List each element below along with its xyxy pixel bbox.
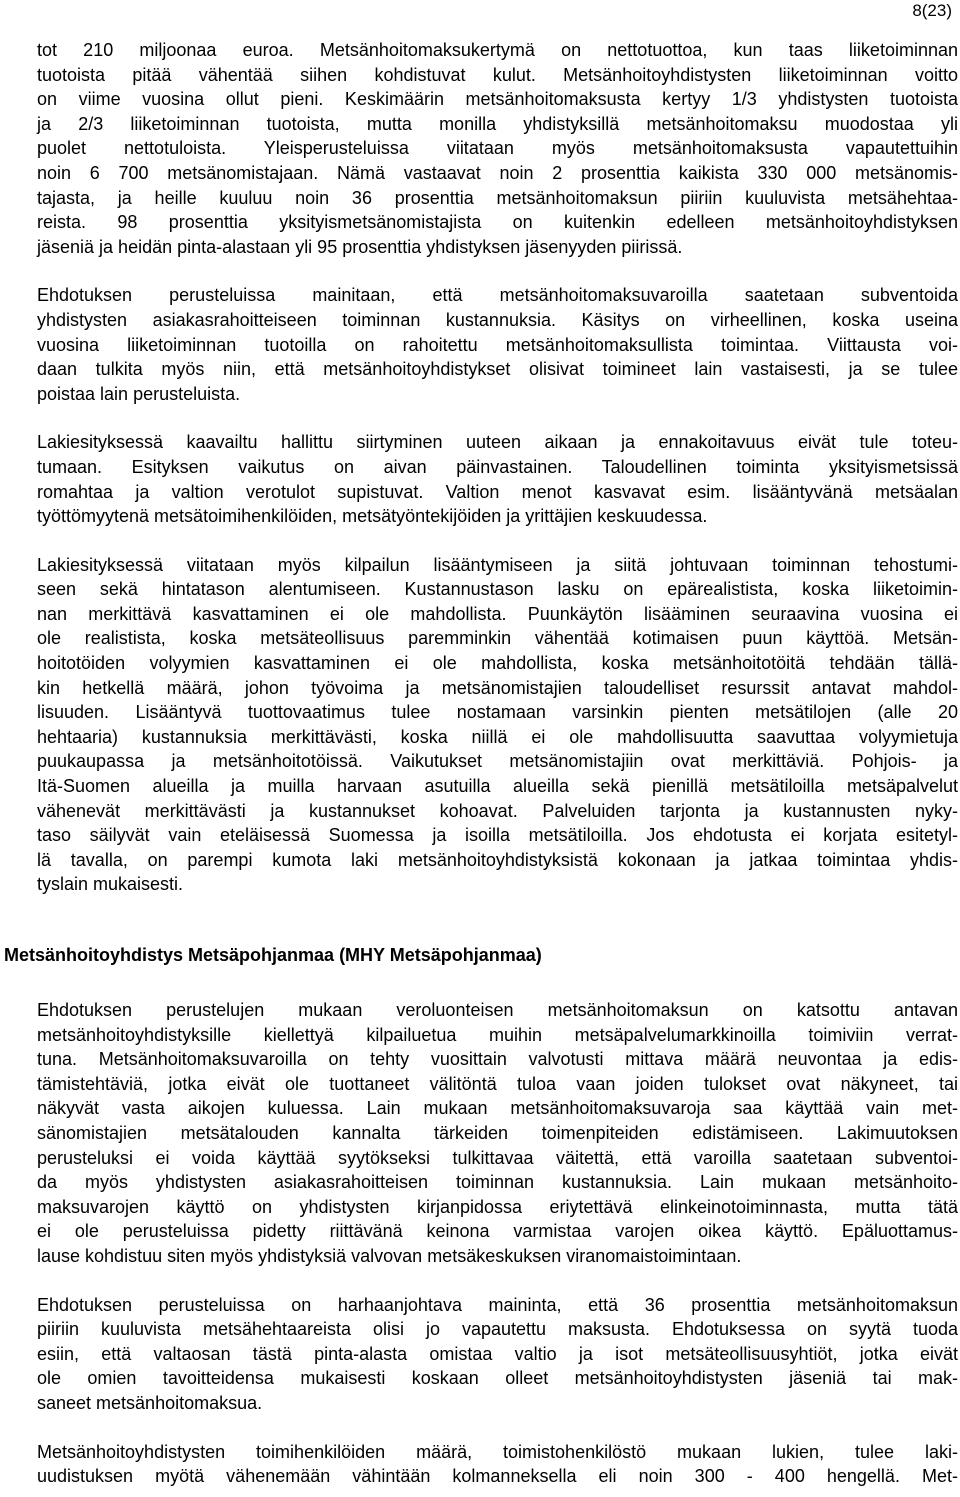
text-line: jäseniä ja heidän pinta-alastaan yli 95 prosenttia yhdistyksen jäsenyyden piirissä. bbox=[37, 236, 683, 257]
paragraph bbox=[37, 430, 958, 528]
text-line: ja 2/3 liiketoiminnan tuotoista, mutta monilla yhdistyksillä metsänhoitomaksu muodostaa yli bbox=[37, 113, 958, 134]
text-line: puukaupassa ja metsänhoitotöissä. Vaikutukset metsänomistajiin ovat merkittäviä. Pohjois- ja bbox=[37, 751, 958, 772]
text-line: on viime vuosina ollut pieni. Keskimäärin metsänhoitomaksusta kertyy 1/3 yhdistysten tuotoista bbox=[37, 89, 958, 110]
text-line: seen sekä hintatason alentumiseen. Kustannustason lasku on epärealistista, koska liiketoimin- bbox=[37, 579, 958, 600]
text-line: vähenevät merkittävästi ja kustannukset kohoavat. Palveluiden tarjonta ja kustannusten nyky- bbox=[37, 800, 958, 821]
text-line: Ehdotuksen perusteluissa mainitaan, että metsänhoitomaksuvaroilla saatetaan subventoida bbox=[37, 285, 958, 306]
paragraph bbox=[37, 1440, 958, 1489]
text-line: tuna. Metsänhoitomaksuvaroilla on tehty vuosittain valvotusti mittava määrä neuvontaa ja edis- bbox=[37, 1049, 958, 1070]
paragraph bbox=[37, 553, 958, 897]
text-line: Ehdotuksen perusteluissa on harhaanjohtava maininta, että 36 prosenttia metsänhoitomaksun bbox=[37, 1294, 958, 1315]
text-line: näkyvät vasta aikojen kuluessa. Lain mukaan metsänhoitomaksuvaroja saa käyttää vain met- bbox=[37, 1098, 958, 1119]
text-line: romahtaa ja valtion verotulot supistuvat. Valtion menot kasvavat esim. lisääntyvänä metsäalan bbox=[37, 481, 958, 502]
text-line: da myös yhdistysten asiakasrahoitteisen toiminnan kustannuksia. Lain mukaan metsänhoito- bbox=[37, 1172, 958, 1193]
text-line: puolet nettotuloista. Yleisperusteluissa viitataan myös metsänhoitomaksusta vapautettuihin bbox=[37, 138, 958, 159]
text-line: maksuvarojen käyttö on yhdistysten kirjanpidossa eriytettävä elinkeinotoiminnasta, mutta tätä bbox=[37, 1196, 958, 1217]
text-line: lause kohdistuu siten myös yhdistyksiä valvovan metsäkeskuksen viranomaistoimintaan. bbox=[37, 1245, 742, 1266]
text-line: vuosina liiketoiminnan tuotoilla on rahoitettu metsänhoitomaksullista toimintaa. Viittausta voi- bbox=[37, 334, 958, 355]
body-text-bottom bbox=[37, 998, 958, 1489]
text-line: taso säilyvät vain eteläisessä Suomessa ja isoilla metsätiloilla. Jos ehdotusta ei korjata esitetyl- bbox=[37, 825, 958, 846]
page-number: 8(23) bbox=[912, 1, 952, 20]
text-line: lisuuden. Lisääntyvä tuottovaatimus tulee nostamaan varsinkin pienten metsätilojen (alle 20 bbox=[37, 702, 958, 723]
text-line: ole realistista, koska metsäteollisuus paremminkin vähentää kotimaisen puun käyttöä. Metsän- bbox=[37, 628, 958, 649]
text-line: nan merkittävä kasvattaminen ei ole mahdollista. Puunkäytön lisääminen seuraavina vuosina ei bbox=[37, 603, 958, 624]
text-line: hehtaaria) kustannuksia merkittävästi, koska niillä ei ole mahdollisuutta saavuttaa volyymietuja bbox=[37, 726, 958, 747]
text-line: piiriin kuuluvista metsähehtaareista olisi jo vapautettu maksusta. Ehdotuksessa on syytä tuoda bbox=[37, 1319, 958, 1340]
text-line: tajasta, ja heille kuuluu noin 36 prosenttia metsänhoitomaksun piiriin kuuluvista metsähehtaa- bbox=[37, 187, 958, 208]
text-line: Lakiesityksessä kaavailtu hallittu siirtyminen uuteen aikaan ja ennakoitavuus eivät tule toteu- bbox=[37, 432, 958, 453]
text-line: reista. 98 prosenttia yksityismetsänomistajista on kuitenkin edelleen metsänhoitoyhdistyksen bbox=[37, 212, 958, 233]
text-line: daan tulkita myös niin, että metsänhoitoyhdistykset olisivat toimineet lain vastaisesti, ja se tulee bbox=[37, 359, 958, 380]
text-line: Metsänhoitoyhdistysten toimihenkilöiden määrä, toimistohenkilöstö mukaan lukien, tulee laki- bbox=[37, 1441, 958, 1462]
paragraph bbox=[37, 283, 958, 406]
text-line: perusteluksi ei voida käyttää syytökseksi tulkittavaa väitettä, että varoilla saatetaan subventoi- bbox=[37, 1147, 958, 1168]
text-line: tämistehtäviä, jotka eivät ole tuottaneet välitöntä tuloa vaan joiden tulokset ovat näkyneet, tai bbox=[37, 1073, 958, 1094]
text-line: esiin, että valtaosan tästä pinta-alasta omistaa valtio ja isot metsäteollisuusyhtiöt, jotka eivät bbox=[37, 1343, 958, 1364]
paragraph bbox=[37, 998, 958, 1269]
text-line: hoitotöiden volyymien kasvattaminen ei ole mahdollista, koska metsänhoitotöitä tehdään tällä- bbox=[37, 653, 958, 674]
paragraph bbox=[37, 38, 958, 259]
text-line: Lakiesityksessä viitataan myös kilpailun lisääntymiseen ja siitä johtuvaan toiminnan tehostumi- bbox=[37, 554, 958, 575]
text-line: työttömyytenä metsätoimihenkilöiden, metsätyöntekijöiden ja yrittäjien keskuudessa. bbox=[37, 506, 708, 527]
text-line: uudistuksen myötä vähenemään vähintään kolmanneksella eli noin 300 - 400 hengellä. Met- bbox=[37, 1466, 958, 1487]
text-line: tuotoista pitää vähentää siihen kohdistuvat kulut. Metsänhoitoyhdistysten liiketoiminnan voitto bbox=[37, 64, 958, 85]
text-line: ole omien tavoitteidensa mukaisesti koskaan olleet metsänhoitoyhdistysten jäseniä tai mak- bbox=[37, 1368, 958, 1389]
text-line: tot 210 miljoonaa euroa. Metsänhoitomaksukertymä on nettotuottoa, kun taas liiketoiminnan bbox=[37, 40, 958, 60]
paragraph bbox=[37, 1293, 958, 1416]
text-line: yhdistysten asiakasrahoitteiseen toiminnan kustannuksia. Käsitys on virheellinen, koska useina bbox=[37, 309, 958, 330]
text-line: ei ole perusteluissa pidetty riittävänä keinona varmistaa varojen oikea käyttö. Epäluottamus- bbox=[37, 1221, 958, 1242]
text-line: tyslain mukaisesti. bbox=[37, 874, 184, 895]
text-line: tumaan. Esityksen vaikutus on aivan päinvastainen. Taloudellinen toiminta yksityismetsissä bbox=[37, 456, 958, 477]
text-line: kin hetkellä määrä, johon työvoima ja metsänomistajien taloudelliset resurssit antavat mahdol- bbox=[37, 677, 958, 698]
text-line: poistaa lain perusteluista. bbox=[37, 383, 241, 404]
text-line: Itä-Suomen alueilla ja muilla harvaan asutuilla alueilla sekä pienillä metsätiloilla metsäpalvelut bbox=[37, 776, 958, 797]
text-line: Ehdotuksen perustelujen mukaan veroluonteisen metsänhoitomaksun on katsottu antavan bbox=[37, 1000, 958, 1020]
text-line: lä tavalla, on parempi kumota laki metsänhoitoyhdistyksistä kokonaan ja jatkaa toimintaa yhdis- bbox=[37, 849, 958, 870]
text-line: metsänhoitoyhdistyksille kiellettyä kilpailuetua muihin metsäpalvelumarkkinoilla toimiviin verrat- bbox=[37, 1024, 958, 1045]
text-line: saneet metsänhoitomaksua. bbox=[37, 1392, 263, 1413]
section-heading: Metsänhoitoyhdistys Metsäpohjanmaa (MHY Metsäpohjanmaa) bbox=[4, 945, 542, 965]
text-line: sänomistajien metsätalouden kannalta tärkeiden toimenpiteiden edistämiseen. Lakimuutoksen bbox=[37, 1122, 958, 1143]
body-text-top bbox=[37, 38, 958, 897]
text-line: noin 6 700 metsänomistajaan. Nämä vastaavat noin 2 prosenttia kaikista 330 000 metsänomis- bbox=[37, 162, 958, 183]
